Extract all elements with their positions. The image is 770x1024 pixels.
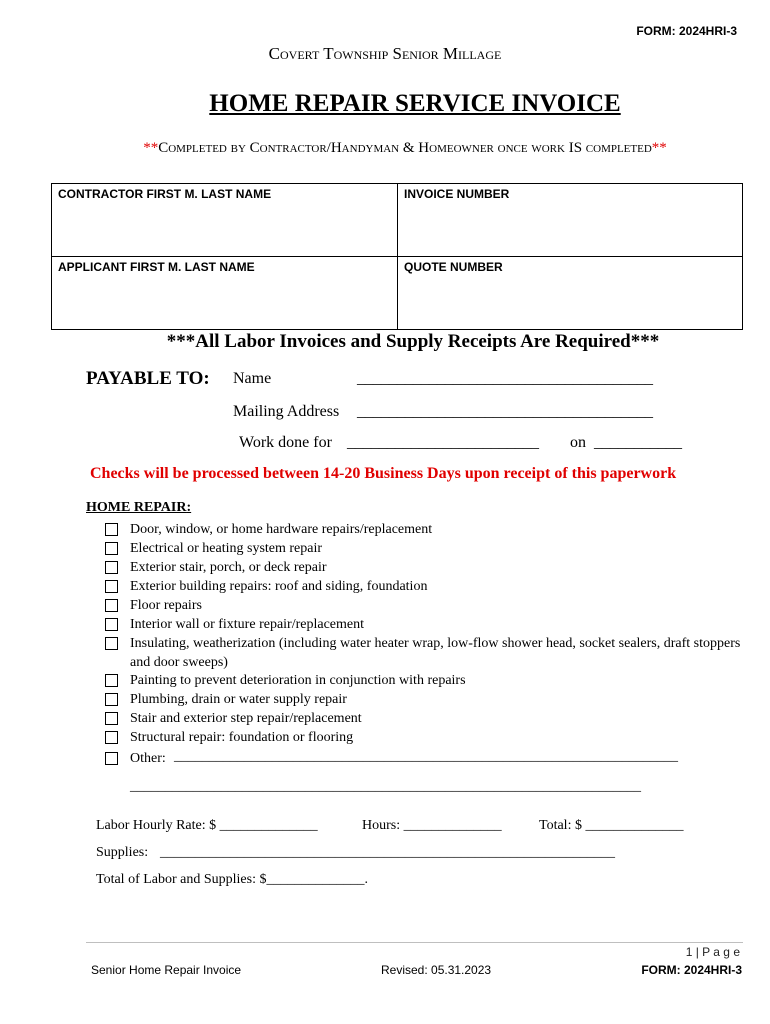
checkbox[interactable] xyxy=(105,580,118,593)
footer-revised-date: Revised: 05.31.2023 xyxy=(381,963,492,977)
quote-number-label: QUOTE NUMBER xyxy=(404,260,503,274)
quote-number-cell[interactable] xyxy=(398,257,743,330)
repair-option-electrical[interactable]: Electrical or heating system repair xyxy=(105,539,322,558)
page-number: 1 | P a g e xyxy=(685,945,740,959)
footer-divider xyxy=(86,942,743,943)
checkbox[interactable] xyxy=(105,693,118,706)
note-text: Completed by Contractor/Handyman & Homeowner once work IS completed xyxy=(158,140,652,156)
checkbox[interactable] xyxy=(105,542,118,555)
note-prefix: ** xyxy=(143,140,159,156)
requirements-notice: ***All Labor Invoices and Supply Receipts Are Required*** xyxy=(166,331,660,352)
supplies-field[interactable]: _________________________________________________________________ xyxy=(160,845,615,860)
checkbox[interactable] xyxy=(105,561,118,574)
checkbox[interactable] xyxy=(105,712,118,725)
total-labor-supplies-field[interactable]: Total of Labor and Supplies: $______________. xyxy=(96,872,368,887)
payable-name-field[interactable]: _____________________________________ xyxy=(357,370,653,387)
checkbox[interactable] xyxy=(105,523,118,536)
work-date-field[interactable]: ___________ xyxy=(594,434,682,451)
mailing-address-label: Mailing Address xyxy=(233,403,340,420)
repair-option-structural[interactable]: Structural repair: foundation or flooring xyxy=(105,728,353,747)
organization-title: Covert Township Senior Millage xyxy=(268,44,502,63)
payable-name-label: Name xyxy=(233,370,272,387)
checkbox[interactable] xyxy=(105,731,118,744)
repair-option-insulating[interactable]: Insulating, weatherization (including water heater wrap, low-flow shower head, socket sealers, draft stoppers and door sweeps) xyxy=(105,634,745,672)
repair-option-exterior-stair[interactable]: Exterior stair, porch, or deck repair xyxy=(105,558,327,577)
work-date-label: on xyxy=(570,434,586,451)
form-id-top: FORM: 2024HRI-3 xyxy=(636,24,737,38)
work-done-for-field[interactable]: ________________________ xyxy=(347,434,539,451)
repair-option-interior-wall[interactable]: Interior wall or fixture repair/replacement xyxy=(105,615,364,634)
info-table xyxy=(51,183,743,330)
checkbox[interactable] xyxy=(105,618,118,631)
home-repair-heading-colon: : xyxy=(186,500,192,515)
checkbox[interactable] xyxy=(105,752,118,765)
document-title: HOME REPAIR SERVICE INVOICE xyxy=(209,90,621,117)
home-repair-heading-text: HOME REPAIR xyxy=(86,500,187,515)
mailing-address-field[interactable]: _____________________________________ xyxy=(357,403,653,420)
contractor-name-cell[interactable] xyxy=(52,184,398,257)
footer-doc-name: Senior Home Repair Invoice xyxy=(91,963,242,977)
applicant-name-cell[interactable] xyxy=(52,257,398,330)
repair-option-other[interactable]: Other: xyxy=(105,749,166,768)
repair-option-floor[interactable]: Floor repairs xyxy=(105,596,202,615)
note-suffix: ** xyxy=(651,140,667,156)
invoice-number-label: INVOICE NUMBER xyxy=(404,187,510,201)
repair-option-exterior-building[interactable]: Exterior building repairs: roof and siding, foundation xyxy=(105,577,427,596)
checkbox[interactable] xyxy=(105,674,118,687)
checkbox[interactable] xyxy=(105,599,118,612)
work-done-for-label: Work done for xyxy=(239,434,332,451)
completion-note xyxy=(0,140,770,157)
processing-time-note: Checks will be processed between 14-20 Business Days upon receipt of this paperwork xyxy=(90,465,677,482)
footer-form-id: FORM: 2024HRI-3 xyxy=(641,963,742,977)
labor-hourly-rate-field[interactable]: Labor Hourly Rate: $ ______________ xyxy=(96,818,318,833)
repair-option-plumbing[interactable]: Plumbing, drain or water supply repair xyxy=(105,690,347,709)
hours-field[interactable]: Hours: ______________ xyxy=(362,818,502,833)
invoice-number-cell[interactable] xyxy=(398,184,743,257)
other-description-field[interactable]: ________________________________________________________________________ xyxy=(174,749,678,764)
total-field[interactable]: Total: $ ______________ xyxy=(539,818,684,833)
supplies-label: Supplies: xyxy=(96,845,149,860)
repair-option-painting[interactable]: Painting to prevent deterioration in conjunction with repairs xyxy=(105,671,466,690)
repair-option-stair-step[interactable]: Stair and exterior step repair/replacement xyxy=(105,709,362,728)
home-repair-heading xyxy=(86,500,191,516)
repair-option-doors[interactable]: Door, window, or home hardware repairs/replacement xyxy=(105,520,432,539)
applicant-name-label: APPLICANT FIRST M. LAST NAME xyxy=(58,260,255,274)
contractor-name-label: CONTRACTOR FIRST M. LAST NAME xyxy=(58,187,272,201)
checkbox[interactable] xyxy=(105,637,118,650)
payable-to-label: PAYABLE TO: xyxy=(86,368,210,389)
other-description-field-2[interactable]: _________________________________________________________________________ xyxy=(130,779,641,794)
